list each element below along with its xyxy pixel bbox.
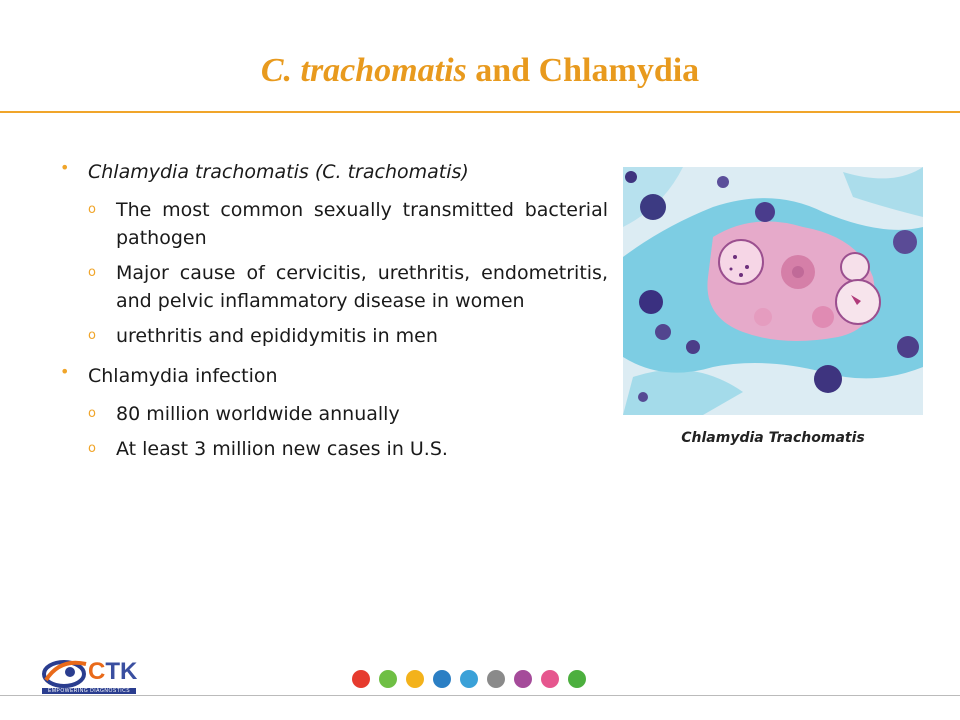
stomach-icon xyxy=(406,670,424,688)
sub-bullet-text: Major cause of cervicitis, urethritis, endometritis, and pelvic inflammatory disease in women xyxy=(116,262,608,312)
bullet-group-organism xyxy=(58,158,608,350)
title-divider xyxy=(0,111,960,113)
slide-title xyxy=(0,52,960,90)
kidney-icon xyxy=(460,670,478,688)
logo-letters: TK xyxy=(105,658,138,685)
gender-icon xyxy=(514,670,532,688)
sub-bullet-item xyxy=(58,400,608,428)
logo-letter-c: C xyxy=(88,658,106,685)
liver-icon xyxy=(379,670,397,688)
sub-bullet-text: The most common sexually transmitted bacterial pathogen xyxy=(116,199,608,249)
bullet-item xyxy=(58,362,608,390)
pregnancy-icon xyxy=(541,670,559,688)
lungs-icon xyxy=(433,670,451,688)
sub-bullet-text: 80 million worldwide annually xyxy=(116,403,400,425)
bullet-text: Chlamydia infection xyxy=(88,365,278,387)
sub-bullet-item xyxy=(58,259,608,315)
sub-bullet-circle-icon: o xyxy=(88,406,96,421)
bullet-dot-icon: • xyxy=(60,362,70,381)
footer-icon-row xyxy=(352,670,602,690)
micrograph-image xyxy=(623,167,923,415)
bullet-dot-icon: • xyxy=(60,158,70,177)
sub-bullet-circle-icon: o xyxy=(88,441,96,456)
blood-drop-icon xyxy=(352,670,370,688)
sub-bullet-circle-icon: o xyxy=(88,328,96,343)
checkmark-icon xyxy=(568,670,586,688)
bullet-list xyxy=(58,158,608,475)
sub-bullet-item xyxy=(58,435,608,463)
sub-bullet-circle-icon: o xyxy=(88,265,96,280)
logo-tagline: EMPOWERING DIAGNOSTICS xyxy=(42,688,136,694)
footer-divider xyxy=(0,695,960,696)
company-logo-text xyxy=(88,658,137,686)
title-rest: and Chlamydia xyxy=(466,52,700,89)
sub-bullet-text: urethritis and epididymitis in men xyxy=(116,325,438,347)
title-organism: C. trachomatis xyxy=(260,52,467,89)
sub-bullet-item xyxy=(58,322,608,350)
sub-bullet-item xyxy=(58,196,608,252)
bullet-group-infection xyxy=(58,362,608,463)
bullet-item xyxy=(58,158,608,186)
figure-caption: Chlamydia Trachomatis xyxy=(681,430,865,446)
virus-icon xyxy=(487,670,505,688)
bullet-text: Chlamydia trachomatis (C. trachomatis) xyxy=(88,161,469,183)
sub-bullet-text: At least 3 million new cases in U.S. xyxy=(116,438,448,460)
sub-bullet-circle-icon: o xyxy=(88,202,96,217)
